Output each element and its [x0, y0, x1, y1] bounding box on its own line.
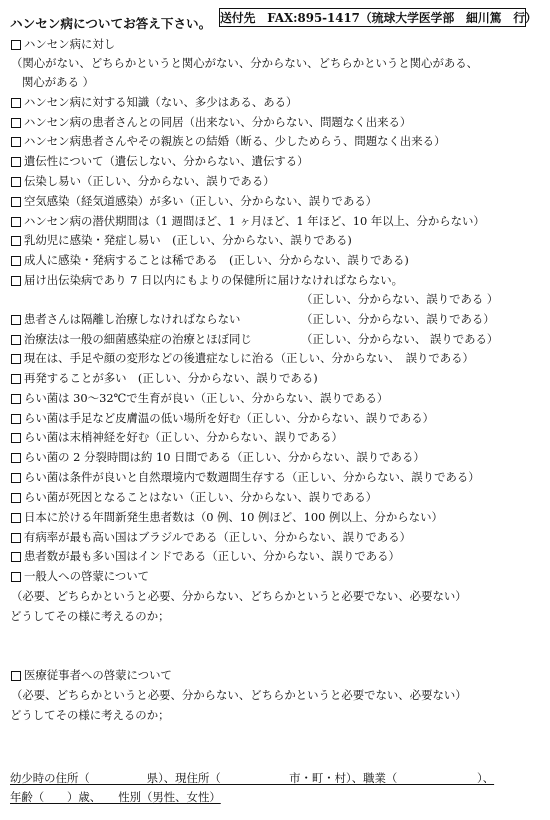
fax-destination-box: 送付先 FAX:895-1417（琉球大学医学部 細川篤 行） — [219, 8, 526, 27]
question-interest — [10, 37, 115, 52]
options-interest: （関心がない、どちらかというと関心がない、分からない、どちらかというと関心がある、 — [11, 56, 479, 70]
question-knowledge[interactable]: ハンセン病に対する知識（ない、多少はある、ある） — [10, 95, 297, 110]
reason-prompt-medical: どうしてその様に考えるのか； — [10, 708, 170, 722]
question-treatment[interactable]: 治療法は一般の細菌感染症の治療とほぼ同じ — [10, 332, 252, 347]
question-medical-education[interactable]: 医療従事者への啓蒙について — [10, 668, 172, 683]
question-cause-of-death[interactable]: らい菌が死因となることはない（正しい、分からない、誤りである） — [10, 490, 377, 505]
question-new-cases-japan[interactable]: 日本に於ける年間新発生患者数は（0 例、10 例ほど、100 例以上、分からない） — [10, 510, 443, 525]
options-interest-cont: 関心がある ） — [22, 75, 94, 89]
footer-address-occupation[interactable]: 幼少時の住所（ 県）、現住所（ 市・町・村）、職業（ ）、 — [10, 771, 495, 785]
question-notifiable[interactable]: 届け出伝染病であり 7 日以内にもよりの保健所に届けなければならない。 — [10, 273, 403, 288]
options-treatment: （正しい、分からない、 誤りである） — [301, 332, 499, 346]
question-infant-infection[interactable]: 乳幼児に感染・発症し易い (正しい、分からない、誤りである) — [10, 233, 352, 248]
options-notifiable: （正しい、分からない、誤りである ） — [301, 292, 499, 306]
options-isolation: （正しい、分からない、誤りである） — [301, 312, 495, 326]
question-patients-india[interactable]: 患者数が最も多い国はインドである（正しい、分からない、誤りである） — [10, 549, 400, 564]
question-division-time[interactable]: らい菌の 2 分裂時間は約 10 日間である（正しい、分からない、誤りである） — [10, 450, 425, 465]
options-public-education: （必要、どちらかというと必要、分からない、どちらかというと必要でない、必要ない） — [11, 589, 467, 603]
footer-age-sex[interactable]: 年齢（ ）歳、 性別（男性、女性） — [10, 790, 221, 804]
question-cure[interactable]: 現在は、手足や顔の変形などの後遺症なしに治る（正しい、分からない、 誤りである） — [10, 351, 474, 366]
question-contagious[interactable]: 伝染し易い（正しい、分からない、誤りである） — [10, 174, 275, 189]
question-public-education[interactable]: 一般人への啓蒙について — [10, 569, 149, 584]
question-cohabitation[interactable]: ハンセン病の患者さんとの同居（出来ない、分からない、問題なく出来る） — [10, 115, 411, 130]
question-nerves[interactable]: らい菌は末梢神経を好む（正しい、分からない、誤りである） — [10, 430, 343, 445]
question-marriage[interactable]: ハンセン病患者さんやその親族との結婚（断る、少しためらう、問題なく出来る） — [10, 134, 445, 149]
question-prevalence-brazil[interactable]: 有病率が最も高い国はブラジルである（正しい、分からない、誤りである） — [10, 530, 411, 545]
checkbox-question-interest[interactable]: ハンセン病に対し — [10, 37, 115, 52]
question-isolation[interactable]: 患者さんは隔離し治療しなければならない — [10, 312, 240, 327]
question-relapse[interactable]: 再発することが多い (正しい、分からない、誤りである) — [10, 371, 318, 386]
question-incubation[interactable]: ハンセン病の潜伏期間は（1 週間ほど、1 ヶ月ほど、1 年ほど、10 年以上、分からない） — [10, 214, 485, 229]
reason-prompt-public: どうしてその様に考えるのか； — [10, 609, 170, 623]
form-title: ハンセン病についてお答え下さい。 — [10, 16, 212, 31]
question-adult-infection[interactable]: 成人に感染・発病することは稀である (正しい、分からない、誤りである) — [10, 253, 409, 268]
question-growth-temp[interactable]: らい菌は 30～32℃で生育が良い（正しい、分からない、誤りである） — [10, 391, 388, 406]
question-low-temp[interactable]: らい菌は手足など皮膚温の低い場所を好む（正しい、分からない、誤りである） — [10, 411, 434, 426]
question-heredity[interactable]: 遺伝性について（遺伝しない、分からない、遺伝する） — [10, 154, 309, 169]
question-survival[interactable]: らい菌は条件が良いと自然環境内で数週間生存する（正しい、分からない、誤りである） — [10, 470, 480, 485]
question-airborne[interactable]: 空気感染（経気道感染）が多い（正しい、分からない、誤りである） — [10, 194, 377, 209]
options-medical-education: （必要、どちらかというと必要、分からない、どちらかというと必要でない、必要ない） — [11, 688, 467, 702]
